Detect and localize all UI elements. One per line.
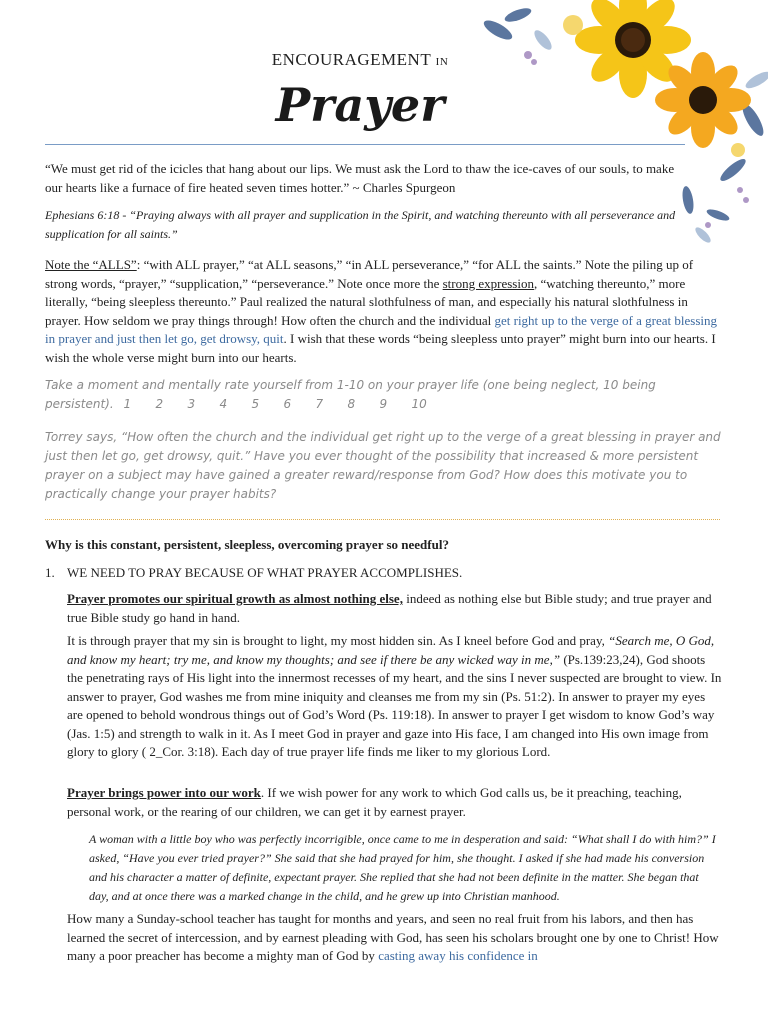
woman-story: A woman with a little boy who was perfectly incorrigible, once came to me in desperation and said: “What shall I do with him?” I asked, “Have you ever tried prayer?” She said that she had prayed for him, she thought. I asked if she had made his conversion and his character a matter of definite, expectant prayer. She replied that she had not been definite in the matter. She began that day, and at once there was a marked change in the child, and he grew up into Christian manhood. <box>89 832 716 903</box>
rating-8[interactable]: 8 <box>347 397 356 411</box>
rating-7[interactable]: 7 <box>315 397 324 411</box>
alls-paragraph: Note the “ALLS”: “with ALL prayer,” “at ALL seasons,” “in ALL perseverance,” “for ALL the saints.” Note the piling up of strong words, “prayer,” “supplication,” “perseverance.” Note once more the strong expression, “watching thereunto,” more literally, “being sleepless thereunto.” Paul realized the natural slothfulness of man, and especially his natural slothfulness in prayer. How seldom we pray things through! How often the church and the individual get right up to the verge of a great blessing in prayer and just then let go, get drowsy, quit. I wish that these words “being sleepless unto prayer” might burn into our hearts. I wish the whole verse might burn into our hearts. <box>45 257 717 365</box>
rating-2[interactable]: 2 <box>155 397 164 411</box>
rating-4[interactable]: 4 <box>219 397 228 411</box>
growth-lead: Prayer promotes our spiritual growth as almost nothing else, <box>67 591 403 606</box>
strong-expression: strong expression <box>442 275 534 291</box>
rating-scale <box>124 397 444 411</box>
torrey-reflection: Torrey says, “How often the church and the individual get right up to the verge of a great blessing in prayer and just then let go, get drowsy, quit.” Have you ever thought of the possibility that increased & more persistent prayer on a subject may have gained a greater reward/response from God? How does this motivate you to practically change your prayer habits? <box>45 430 721 501</box>
growth-paragraph: Prayer promotes our spiritual growth as almost nothing else, indeed as nothing else but Bible study; and true prayer and true Bible study go hand in hand. <box>67 591 712 625</box>
spurgeon-quote: “We must get rid of the icicles that hang about our lips. We must ask the Lord to thaw the ice-caves of our souls, to make our hearts like a furnace of fire heated seven times hotter.” ~ Charles Spurgeon <box>45 161 675 195</box>
rating-1[interactable]: 1 <box>123 397 132 411</box>
power-paragraph: Prayer brings power into our work. If we wish power for any work to which God calls us, be it preaching, teaching, personal work, or the rearing of our children, we can get it by earnest prayer. <box>67 785 682 819</box>
rate-prompt: Take a moment and mentally rate yourself from 1-10 on your prayer life (one being neglect, 10 being persistent). 1 2 3 4 5 6 7 8 9 10 <box>45 376 725 414</box>
section-divider <box>45 519 720 520</box>
power-lead: Prayer brings power into our work <box>67 785 261 800</box>
verge-highlight: get right up to the verge of a great blessing in prayer and just then let go, get drowsy, quit <box>45 312 717 346</box>
question-heading: Why is this constant, persistent, sleepless, overcoming prayer so needful? <box>45 537 449 552</box>
rating-10[interactable]: 10 <box>411 397 427 411</box>
ephesians-verse: Ephesians 6:18 - “Praying always with all prayer and supplication in the Spirit, and watching thereunto with all perseverance and supplication for all saints.” <box>45 208 676 241</box>
sin-paragraph: It is through prayer that my sin is brought to light, my most hidden sin. As I kneel before God and pray, “Search me, O God, and know my heart; try me, and know my thoughts; and see if there be any wicked way in me,” (Ps.139:23,24), God shoots the penetrating rays of His light into the innermost recesses of my heart, and the sins I never suspected are brought to view. In answer to prayer, God washes me from mine iniquity and cleanses me from my sin (Ps. 51:2). In answer to prayer my eyes are opened to behold wondrous things out of God’s Word (Ps. 119:18). In answer to prayer I get wisdom to know God’s way (Jas. 1:5) and strength to walk in it. As I meet God in prayer and gaze into His face, I am changed into His own image from glory to glory ( 2_Cor. 3:18). Each day of true prayer life finds me liker to my glorious Lord. <box>67 633 722 759</box>
rating-3[interactable]: 3 <box>187 397 196 411</box>
rating-9[interactable]: 9 <box>379 397 388 411</box>
header-pretitle: ENCOURAGEMENT IN <box>271 50 449 69</box>
alls-lead: Note the “ALLS” <box>45 257 137 272</box>
sunday-school-paragraph: How many a Sunday-school teacher has taught for months and years, and seen no real fruit from his labors, and then has learned the secret of intercession, and by earnest pleading with God, has seen his scholars brought one by one to Christ! How many a poor preacher has become a mighty man of God by casting away his confidence in <box>67 911 719 963</box>
point-1-heading: 1. WE NEED TO PRAY BECAUSE OF WHAT PRAYER ACCOMPLISHES. <box>45 565 463 580</box>
header-divider <box>45 144 685 145</box>
page-title: Prayer <box>275 78 445 132</box>
rating-5[interactable]: 5 <box>251 397 260 411</box>
confidence-highlight: casting away his confidence in <box>378 948 538 963</box>
rating-6[interactable]: 6 <box>283 397 292 411</box>
